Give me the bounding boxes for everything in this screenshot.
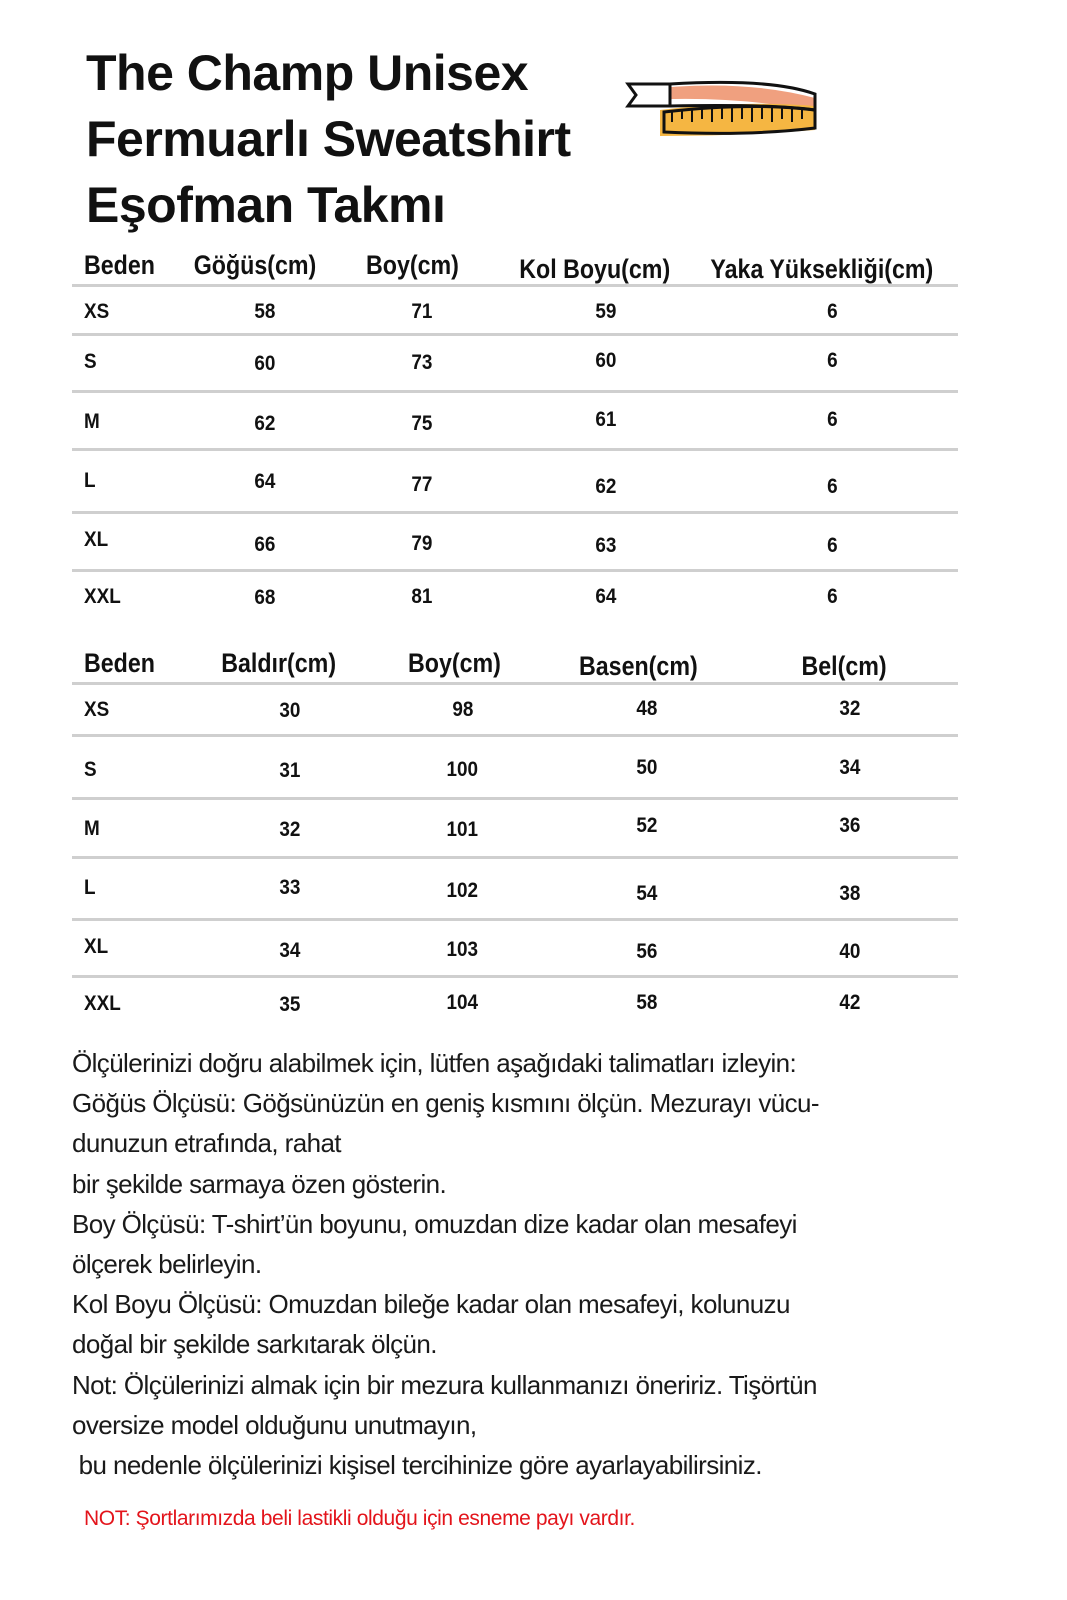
size-value: 34 (839, 756, 861, 779)
red-note: NOT: Şortlarımızda beli lastikli olduğu için esneme payı vardır. (84, 1507, 635, 1530)
size-label: XS (84, 698, 110, 721)
size-value: 6 (827, 585, 838, 608)
instruction-line: Boy Ölçüsü: T-shirt’ün boyunu, omuzdan dize kadar olan mesafeyi (72, 1208, 797, 1239)
instruction-line: bir şekilde sarmaya özen gösterin. (72, 1168, 447, 1199)
size-label: XXL (84, 585, 121, 608)
column-header: Bel(cm) (801, 651, 887, 681)
row-divider (72, 797, 958, 800)
size-value: 6 (827, 475, 838, 498)
instruction-line: dunuzun etrafında, rahat (72, 1128, 341, 1159)
size-value: 63 (595, 534, 617, 557)
size-value: 33 (279, 876, 301, 899)
row-divider (72, 284, 958, 287)
size-value: 104 (446, 991, 479, 1014)
size-value: 100 (446, 758, 479, 781)
row-divider (72, 682, 958, 685)
title-line: Eşofman Takmı (86, 177, 446, 233)
instruction-line: Kol Boyu Ölçüsü: Omuzdan bileğe kadar olan mesafeyi, kolunuzu (72, 1289, 790, 1320)
size-value: 52 (636, 814, 658, 837)
size-value: 73 (411, 351, 433, 374)
size-label: XXL (84, 992, 121, 1015)
size-value: 58 (636, 991, 658, 1014)
instruction-line: doğal bir şekilde sarkıtarak ölçün. (72, 1329, 437, 1360)
size-value: 6 (827, 300, 838, 323)
size-value: 6 (827, 408, 838, 431)
column-header: Boy(cm) (407, 648, 501, 678)
row-divider (72, 390, 958, 393)
size-value: 40 (839, 940, 861, 963)
size-value: 64 (595, 585, 617, 608)
title-line: Fermuarlı Sweatshirt (86, 111, 571, 167)
size-value: 68 (254, 586, 276, 609)
size-value: 62 (595, 475, 617, 498)
size-label: XS (84, 300, 110, 323)
instruction-line: oversize model olduğunu unutmayın, (72, 1409, 477, 1440)
instruction-line: Not: Ölçülerinizi almak için bir mezura kullanmanızı öneririz. Tişörtün (72, 1369, 817, 1400)
size-value: 58 (254, 300, 276, 323)
column-header: Kol Boyu(cm) (519, 254, 671, 284)
size-value: 79 (411, 532, 433, 555)
size-value: 75 (411, 412, 433, 435)
size-value: 31 (279, 759, 301, 782)
size-value: 103 (446, 938, 479, 961)
size-value: 60 (595, 349, 617, 372)
tape-measure-icon (620, 70, 830, 140)
size-value: 62 (254, 412, 276, 435)
measurement-instructions (72, 1043, 819, 1485)
row-divider (72, 333, 958, 336)
size-label: L (84, 469, 96, 492)
size-label: M (84, 817, 100, 840)
size-value: 42 (839, 991, 861, 1014)
size-value: 35 (279, 993, 301, 1016)
size-value: 61 (595, 408, 617, 431)
column-header: Baldır(cm) (221, 648, 337, 678)
instruction-line: ölçerek belirleyin. (72, 1249, 262, 1280)
column-header: Beden (84, 250, 155, 280)
row-divider (72, 918, 958, 921)
column-header: Göğüs(cm) (193, 250, 317, 280)
size-value: 101 (446, 818, 479, 841)
size-value: 98 (452, 698, 474, 721)
size-value: 81 (411, 585, 433, 608)
size-label: M (84, 410, 100, 433)
row-divider (72, 569, 958, 572)
size-value: 66 (254, 533, 276, 556)
size-value: 34 (279, 939, 301, 962)
row-divider (72, 448, 958, 451)
column-header: Beden (84, 648, 155, 678)
size-value: 50 (636, 756, 658, 779)
column-header: Yaka Yüksekliği(cm) (710, 254, 934, 284)
size-value: 71 (411, 300, 433, 323)
size-value: 32 (279, 818, 301, 841)
size-value: 38 (839, 882, 861, 905)
size-value: 56 (636, 940, 658, 963)
size-value: 30 (279, 699, 301, 722)
size-value: 6 (827, 349, 838, 372)
row-divider (72, 511, 958, 514)
size-value: 54 (636, 882, 658, 905)
row-divider (72, 975, 958, 978)
size-label: XL (84, 528, 109, 551)
column-header: Basen(cm) (578, 651, 698, 681)
size-value: 59 (595, 300, 617, 323)
title-line: The Champ Unisex (86, 45, 529, 101)
column-header: Boy(cm) (365, 250, 459, 280)
size-value: 64 (254, 470, 276, 493)
instruction-line: Ölçülerinizi doğru alabilmek için, lütfen aşağıdaki talimatları izleyin: (72, 1048, 797, 1078)
size-label: L (84, 876, 96, 899)
size-label: XL (84, 935, 109, 958)
product-title (86, 40, 571, 238)
size-value: 36 (839, 814, 861, 837)
size-value: 77 (411, 473, 433, 496)
instruction-line: Göğüs Ölçüsü: Göğsünüzün en geniş kısmını ölçün. Mezurayı vücu- (72, 1088, 819, 1119)
row-divider (72, 734, 958, 737)
size-value: 60 (254, 352, 276, 375)
instruction-line: bu nedenle ölçülerinizi kişisel tercihinize göre ayarlayabilirsiniz. (72, 1450, 762, 1481)
size-label: S (84, 758, 97, 781)
size-value: 32 (839, 697, 861, 720)
size-value: 6 (827, 534, 838, 557)
size-value: 102 (446, 879, 479, 902)
size-value: 48 (636, 697, 658, 720)
row-divider (72, 856, 958, 859)
size-label: S (84, 350, 97, 373)
